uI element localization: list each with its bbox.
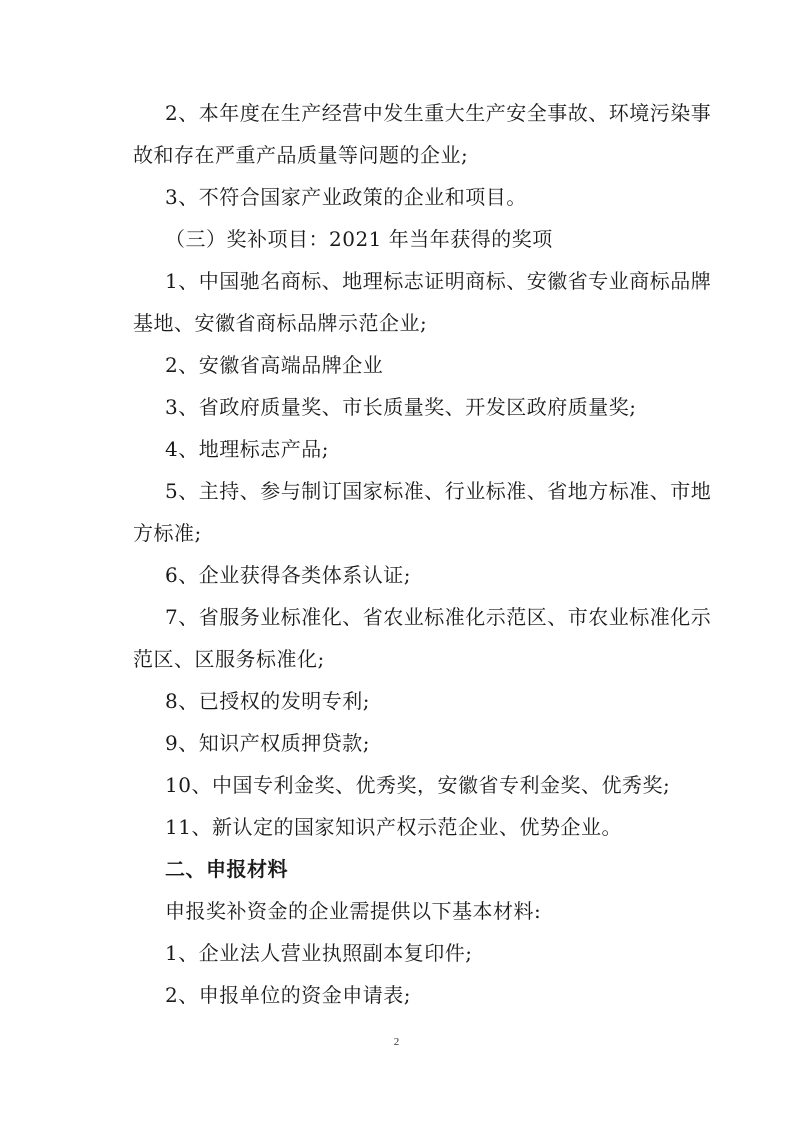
paragraph-line: 3、省政府质量奖、市长质量奖、开发区政府质量奖; (165, 395, 637, 419)
section-heading: （三）奖补项目：2021 年当年获得的奖项 (165, 227, 553, 251)
paragraph-line: 3、不符合国家产业政策的企业和项目。 (165, 185, 527, 209)
paragraph-line: 7、省服务业标准化、省农业标准化示范区、市农业标准化示 (165, 605, 712, 629)
paragraph-line: 方标准; (133, 521, 202, 545)
paragraph-line: 9、知识产权质押贷款; (165, 731, 370, 755)
paragraph-line: 5、主持、参与制订国家标准、行业标准、省地方标准、市地 (165, 479, 712, 503)
paragraph-line: 基地、安徽省商标品牌示范企业; (133, 311, 428, 335)
paragraph-line: 1、中国驰名商标、地理标志证明商标、安徽省专业商标品牌 (165, 269, 712, 293)
paragraph-line: 2、本年度在生产经营中发生重大生产安全事故、环境污染事 (165, 101, 712, 125)
paragraph-line: 申报奖补资金的企业需提供以下基本材料: (165, 899, 542, 923)
paragraph-line: 8、已授权的发明专利; (165, 689, 370, 713)
page-number: 2 (393, 1036, 400, 1048)
paragraph-line: 范区、区服务标准化; (133, 647, 325, 671)
paragraph-line: 1、企业法人营业执照副本复印件; (165, 941, 473, 965)
paragraph-line: 故和存在严重产品质量等问题的企业; (133, 143, 469, 167)
section-heading: 二、申报材料 (165, 857, 288, 881)
paragraph-line: 4、地理标志产品; (165, 437, 329, 461)
paragraph-line: 10、中国专利金奖、优秀奖，安徽省专利金奖、优秀奖; (165, 773, 671, 797)
paragraph-line: 2、申报单位的资金申请表; (165, 983, 411, 1007)
paragraph-line: 11、新认定的国家知识产权示范企业、优势企业。 (165, 815, 622, 839)
paragraph-line: 6、企业获得各类体系认证; (165, 563, 411, 587)
paragraph-line: 2、安徽省高端品牌企业 (165, 353, 384, 377)
